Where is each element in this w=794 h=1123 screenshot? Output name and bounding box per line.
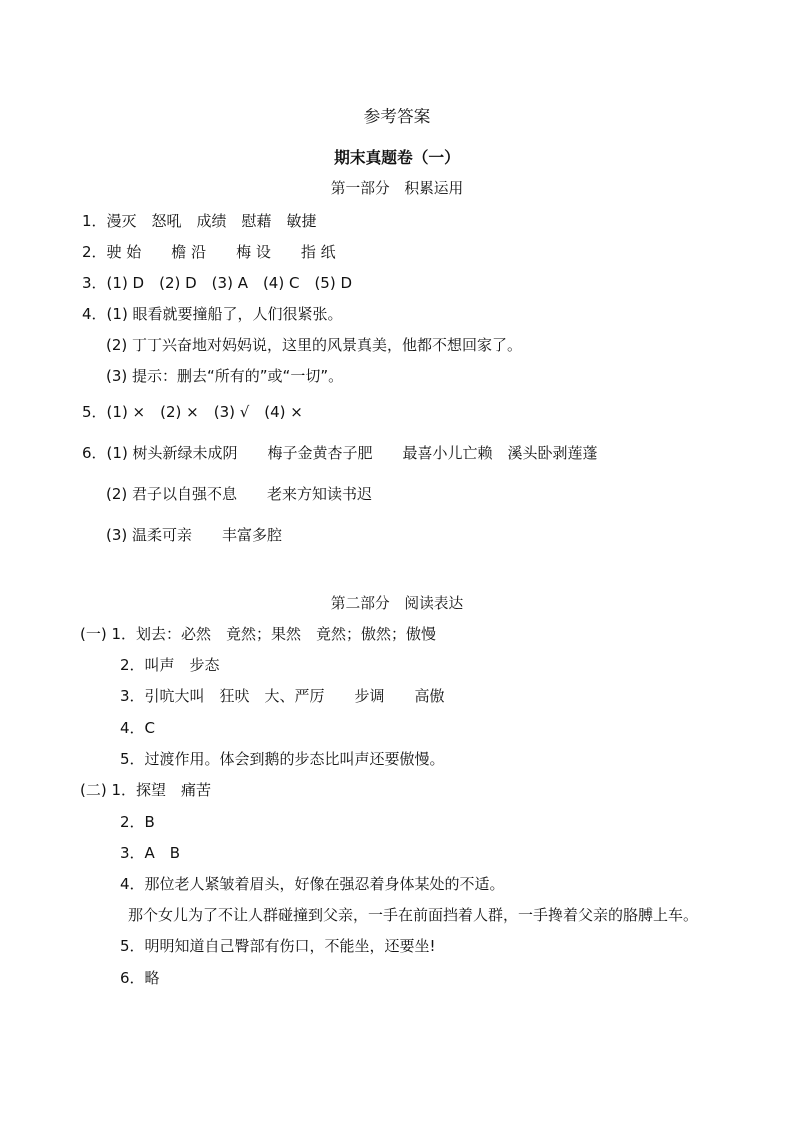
part1-answer-4-2: (2) 丁丁兴奋地对妈妈说，这里的风景真美，他都不想回家了。 (106, 336, 523, 354)
part2-section2-answer-6: 6．略 (120, 969, 160, 987)
part1-answer-6-3: (3) 温柔可亲 丰富多腔 (106, 526, 283, 544)
part2-section2-answer-2: 2．B (120, 813, 155, 831)
part1-answer-3: 3．(1) D (2) D (3) A (4) C (5) D (82, 274, 353, 292)
part1-answer-2: 2．驶 始 檐 沿 梅 设 指 纸 (82, 243, 336, 261)
part1-answer-4-3: (3) 提示：删去“所有的”或“一切”。 (106, 367, 344, 385)
part1-heading: 第一部分 积累运用 (330, 180, 464, 197)
part2-section2-answer-4-2: 那个女儿为了不让人群碰撞到父亲，一手在前面挡着人群，一手搀着父亲的胳膊上车。 (128, 906, 699, 924)
part2-section2-answer-3: 3．A B (120, 844, 181, 862)
part2-section1-answer-2: 2．叫声 步态 (120, 656, 220, 674)
part2-section2-answer-1: (二) 1．探望 痛苦 (80, 781, 212, 799)
part2-section1-answer-4: 4．C (120, 719, 156, 737)
part1-answer-4-1: 4．(1) 眼看就要撞船了，人们很紧张。 (82, 305, 343, 323)
part2-section1-answer-1: (一) 1．划去：必然 竟然；果然 竟然；傲然；傲慢 (80, 625, 437, 643)
part2-heading: 第二部分 阅读表达 (330, 595, 464, 612)
page-title: 参考答案 (363, 106, 431, 126)
part1-answer-1: 1．漫灭 怒吼 成绩 慰藉 敏捷 (82, 212, 317, 230)
part2-section2-answer-5: 5．明明知道自己臀部有伤口，不能坐，还要坐! (120, 937, 436, 955)
exam-subtitle: 期末真题卷（一） (334, 148, 460, 167)
part2-section1-answer-5: 5．过渡作用。体会到鹅的步态比叫声还要傲慢。 (120, 750, 445, 768)
part1-answer-5: 5．(1) × (2) × (3) √ (4) × (82, 403, 303, 421)
part1-answer-6-2: (2) 君子以自强不息 老来方知读书迟 (106, 485, 373, 503)
part2-section2-answer-4-1: 4．那位老人紧皱着眉头，好像在强忍着身体某处的不适。 (120, 875, 505, 893)
part2-section1-answer-3: 3．引吭大叫 狂吠 大、严厉 步调 高傲 (120, 687, 445, 705)
part1-answer-6-1: 6．(1) 树头新绿未成阴 梅子金黄杏子肥 最喜小儿亡赖 溪头卧剥莲蓬 (82, 444, 598, 462)
